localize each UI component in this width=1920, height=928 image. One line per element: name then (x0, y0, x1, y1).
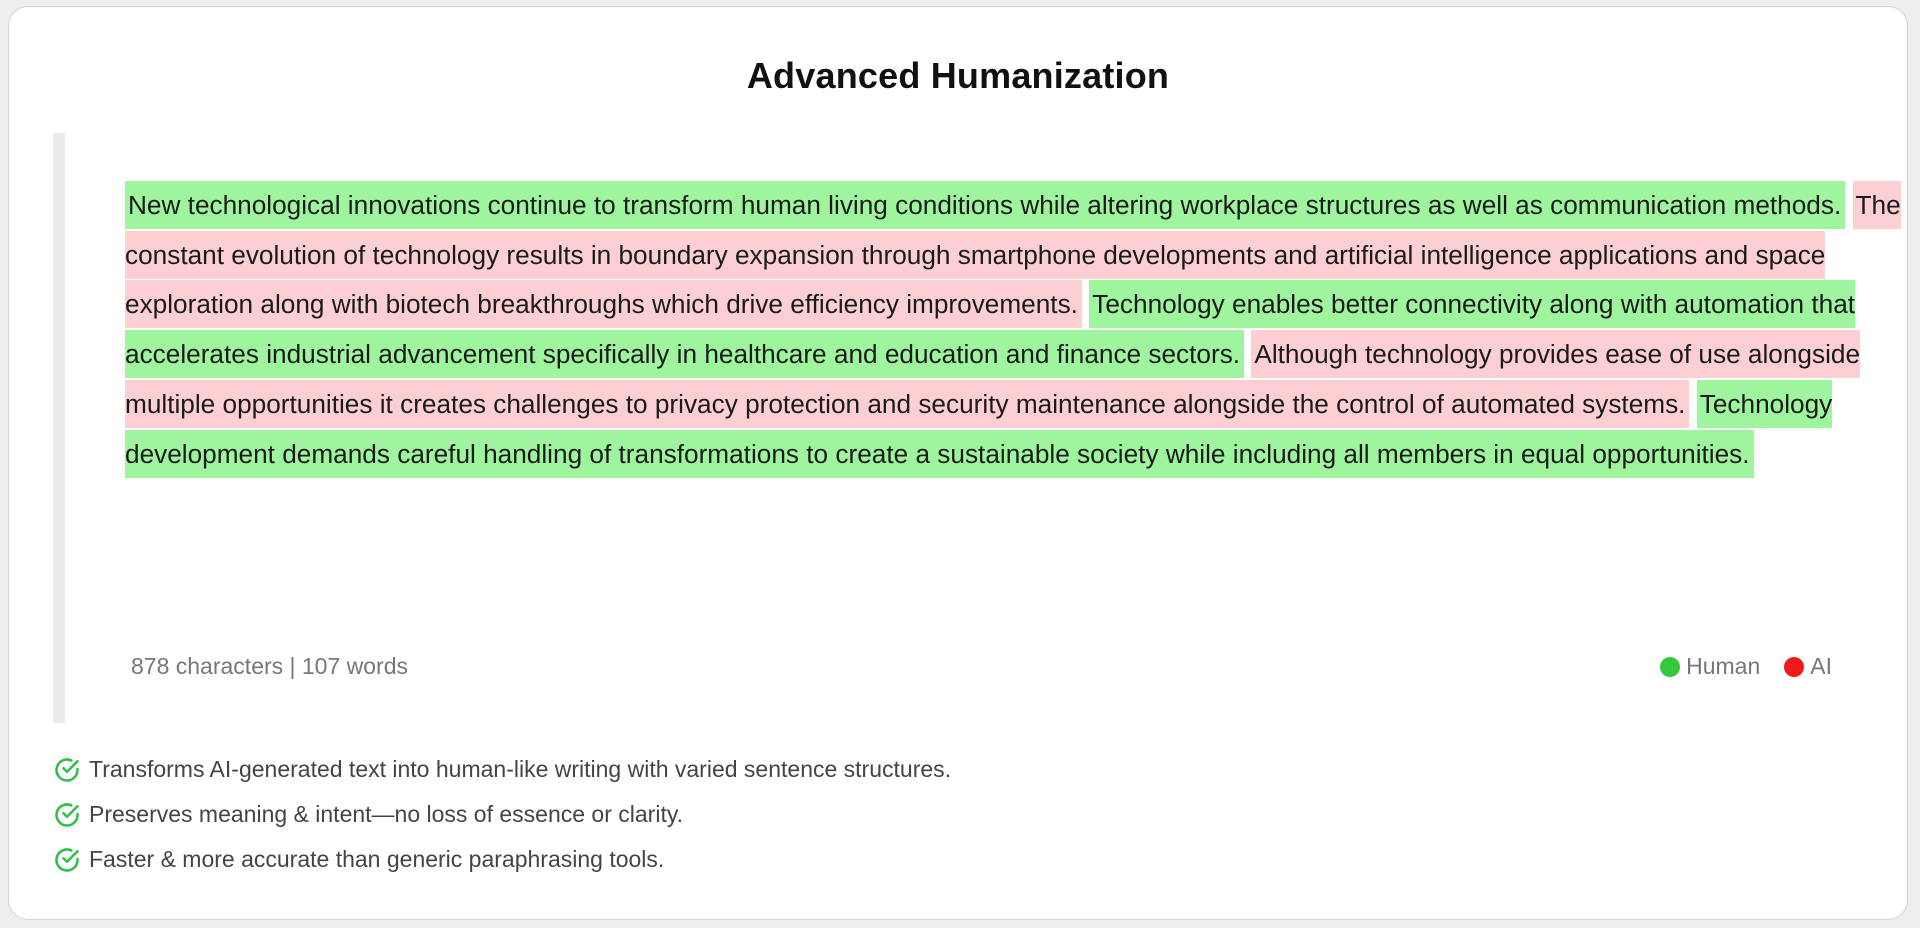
feature-text: Transforms AI-generated text into human-like writing with varied sentence structures. (89, 756, 952, 782)
legend-human-label: Human (1686, 653, 1761, 679)
legend (1636, 653, 1832, 680)
ai-segment: Although technology provides ease of use alongside multiple opportunities it creates challenges to privacy protection and security maintenance alongside the control of automated systems. (125, 330, 1860, 428)
check-circle-icon (53, 756, 81, 784)
ai-dot-icon (1784, 657, 1804, 677)
feature-item (53, 792, 951, 837)
character-word-count: 878 characters | 107 words (131, 653, 409, 679)
feature-text: Preserves meaning & intent—no loss of essence or clarity. (89, 801, 684, 827)
human-segment: Technology enables better connectivity along with automation that accelerates industrial advancement specifically in healthcare and education and finance sectors. (125, 280, 1855, 378)
feature-item (53, 747, 951, 792)
ai-segment: The constant evolution of technology results in boundary expansion through smartphone developments and artificial intelligence applications and space exploration along with biotech breakthroughs which drive efficiency improvements. (125, 181, 1901, 328)
human-segment: Technology development demands careful handling of transformations to create a sustainable society while including all members in equal opportunities. (125, 380, 1832, 478)
feature-list (53, 747, 951, 882)
feature-item (53, 837, 951, 882)
humanization-card (8, 6, 1908, 920)
human-dot-icon (1660, 657, 1680, 677)
legend-ai (1784, 653, 1832, 680)
feature-text: Faster & more accurate than generic paraphrasing tools. (89, 846, 665, 872)
legend-human (1660, 653, 1760, 680)
check-circle-icon (53, 846, 81, 874)
human-segment: New technological innovations continue to transform human living conditions while altering workplace structures as well as communication methods. (125, 181, 1845, 229)
humanized-text (125, 181, 1905, 479)
result-panel (53, 133, 1901, 723)
check-circle-icon (53, 801, 81, 829)
legend-ai-label: AI (1810, 653, 1832, 679)
card-title: Advanced Humanization (746, 55, 1170, 96)
